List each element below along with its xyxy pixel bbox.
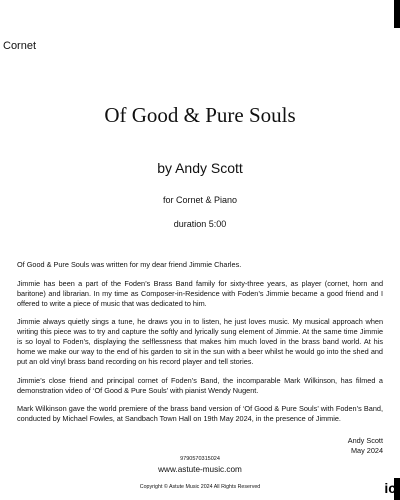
- edge-bar-top: [394, 0, 400, 28]
- program-notes: [17, 260, 383, 433]
- side-edge-mark: ic: [384, 480, 396, 496]
- signature-name: Andy Scott: [347, 436, 383, 445]
- program-note-paragraph: Mark Wilkinson gave the world premiere of the brass band version of ‘Of Good & Pure Souls’ with Foden’s Band, conducted by Michael Fowles, at Sandbach Town Hall on 19th May 2024, in the presence of Jimmie.: [17, 404, 383, 423]
- duration-line: duration 5:00: [173, 219, 227, 229]
- composer-credit: by Andy Scott: [157, 160, 243, 176]
- program-note-paragraph: Jimmie always quietly sings a tune, he draws you in to listen, he just loves music. My musical approach when writing this piece was to try and capture the softly and lyrically sung element of Jimmie. At the same time Jimmie is so loyal to Foden’s, displaying the selflessness that makes him much loved in the brass band world. At his home we make our way to the end of his garden to sit in the sun with a beer whilst he would go into the shed and put an old vinyl brass band recording on his record player and tell stories.: [17, 317, 383, 366]
- page-title: Of Good & Pure Souls: [104, 103, 296, 127]
- instrument-label: Cornet: [3, 40, 37, 52]
- publisher-website: www.astute-music.com: [158, 465, 242, 474]
- scoring-line: for Cornet & Piano: [162, 195, 238, 205]
- program-note-paragraph: Of Good & Pure Souls was written for my dear friend Jimmie Charles.: [17, 260, 242, 269]
- program-note-paragraph: Jimmie’s close friend and principal cornet of Foden’s Band, the incomparable Mark Wilkinson, has filmed a demonstration video of ‘Of Good & Pure Souls’ with pianist Wendy Nugent.: [17, 375, 383, 395]
- isbn-number: 9790570315024: [180, 456, 220, 462]
- program-note-paragraph: Jimmie has been a part of the Foden’s Brass Band family for sixty-three years, as player (cornet, horn and baritone) and librarian. In my time as Composer-in-Residence with Foden’s Jimmie became a good friend and I offered to write a piece of music that was dedicated to him.: [17, 278, 383, 308]
- signature-date: May 2024: [350, 445, 383, 455]
- signature-block: [348, 436, 383, 455]
- copyright-notice: Copyright © Astute Music 2024 All Rights Reserved: [139, 484, 261, 490]
